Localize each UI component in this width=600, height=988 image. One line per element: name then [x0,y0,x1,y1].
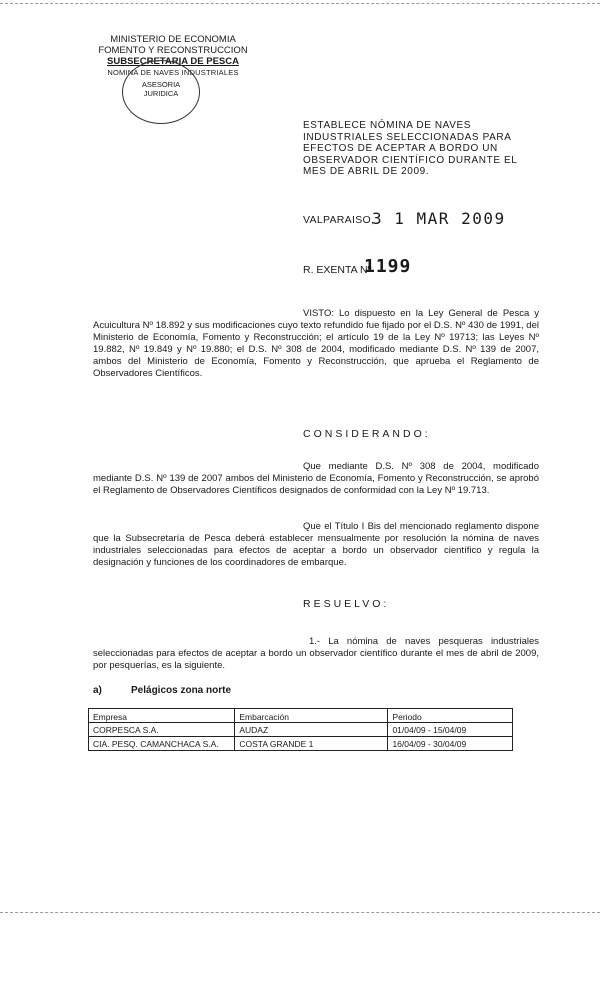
table-row [89,737,513,751]
section-letter: a) [93,685,102,696]
cell-periodo: 01/04/09 - 15/04/09 [388,723,513,737]
seal-text [126,80,196,98]
scan-edge-bottom [0,912,600,913]
resuelvo-heading: RESUELVO: [303,598,390,610]
seal-line-1: ASESORIA [141,80,181,89]
table-header-row [89,709,513,723]
column-header-empresa: Empresa [89,709,235,723]
visto-paragraph: VISTO: Lo dispuesto en la Ley General de Pesca y Acuicultura Nº 18.892 y sus modificaciones cuyo texto refundido fue fijado por el D.S. Nº 430 de 1991, del Ministerio de Economía, Fomento y Reconstrucción; el artículo 19 de la Ley Nº 19713; las Leyes Nº 19.882, Nº 19.849 y Nº 19.880; el D.S. Nº 308 de 2004, modificado mediante D.S. Nº 139 de 2007, ambos del Ministerio de Economía, Fomento y Reconstrucción, que aprueba el Reglamento de Observadores Científicos. [93,308,539,379]
resolution-number: 1199 [364,256,412,277]
scan-edge-top [0,3,600,4]
column-header-embarcacion: Embarcación [235,709,388,723]
ministry-name: MINISTERIO DE ECONOMIA [110,34,236,45]
considerando-heading: CONSIDERANDO: [303,428,431,440]
summary-line: ESTABLECE NÓMINA DE NAVES [303,120,472,131]
table-row [89,723,513,737]
resolution-label: R. EXENTA Nº [303,264,372,276]
place-label: VALPARAISO, [303,214,375,226]
cell-empresa: CORPESCA S.A. [89,723,235,737]
section-title: Pelágicos zona norte [131,685,232,696]
cell-embarcacion: COSTA GRANDE 1 [235,737,388,751]
summary-line: EFECTOS DE ACEPTAR A BORDO UN [303,143,498,154]
considerando-paragraph-1: Que mediante D.S. Nº 308 de 2004, modificado mediante D.S. Nº 139 de 2007 ambos del Ministerio de Economía, Fomento y Reconstrucción, se aprobó el Reglamento de Observadores Científicos designados de conformidad con la Ley Nº 19.713. [93,461,539,496]
cell-periodo: 16/04/09 - 30/04/09 [388,737,513,751]
seal-line-2: JURIDICA [143,89,179,98]
summary-line: OBSERVADOR CIENTÍFICO DURANTE EL [303,154,518,166]
cell-empresa: CIA. PESQ. CAMANCHACA S.A. [89,737,235,751]
resolution-summary [303,120,539,178]
ministry-name-2: FOMENTO Y RECONSTRUCCION [98,45,248,56]
cell-embarcacion: AUDAZ [235,723,388,737]
vessel-table [88,708,513,751]
department-name: NOMINA DE NAVES INDUSTRIALES [107,68,239,77]
resuelvo-paragraph-1: 1.- La nómina de naves pesqueras industriales seleccionadas para efectos de aceptar a bordo un observador científico durante el mes de abril de 2009, por pesquerías, es la siguiente. [93,636,539,671]
date-stamp: 3 1 MAR 2009 [372,209,506,228]
summary-line: INDUSTRIALES SELECCIONADAS PARA [303,131,512,143]
subsecretaria-name: SUBSECRETARIA DE PESCA [107,56,239,67]
considerando-paragraph-2: Que el Título I Bis del mencionado reglamento dispone que la Subsecretaría de Pesca deberá establecer mensualmente por resolución la nómina de naves industriales seleccionadas para efectos de aceptar a bordo un observador científico y regula la designación y funciones de los coordinadores de embarque. [93,521,539,568]
section-heading [93,685,231,696]
summary-line: MES DE ABRIL DE 2009. [303,166,430,177]
column-header-periodo: Periodo [388,709,513,723]
